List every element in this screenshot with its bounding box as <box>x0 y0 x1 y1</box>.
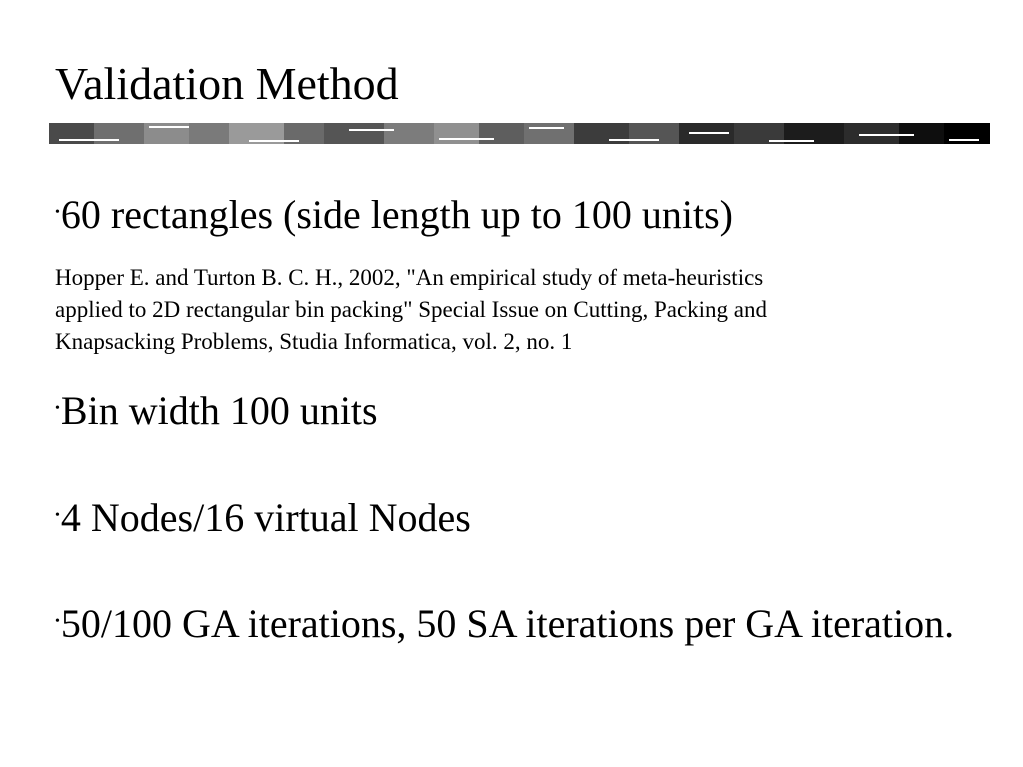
bullet-marker: • <box>55 508 60 523</box>
slide-title: Validation Method <box>55 58 399 109</box>
bullet-marker: • <box>55 614 60 629</box>
bullet-item-iterations <box>55 597 955 649</box>
bullet-text: 4 Nodes/16 virtual Nodes <box>60 495 471 540</box>
bullet-text: 50/100 GA iterations, 50 SA iterations per GA iteration. <box>60 601 955 646</box>
reference-citation <box>55 262 965 358</box>
title-decorative-bar <box>49 123 990 144</box>
bullet-item-bin-width <box>55 384 378 436</box>
bullet-marker: • <box>55 401 60 416</box>
bullet-text: Bin width 100 units <box>60 388 378 433</box>
reference-line: Knapsacking Problems, Studia Informatica, vol. 2, no. 1 <box>55 329 573 354</box>
bullet-marker: • <box>55 205 60 220</box>
bullet-item-nodes <box>55 491 471 543</box>
reference-line: applied to 2D rectangular bin packing" Special Issue on Cutting, Packing and <box>55 297 768 322</box>
reference-line: Hopper E. and Turton B. C. H., 2002, "An empirical study of meta-heuristics <box>55 265 764 290</box>
bullet-item-rectangles <box>55 188 733 240</box>
bullet-text: 60 rectangles (side length up to 100 units) <box>60 192 733 237</box>
